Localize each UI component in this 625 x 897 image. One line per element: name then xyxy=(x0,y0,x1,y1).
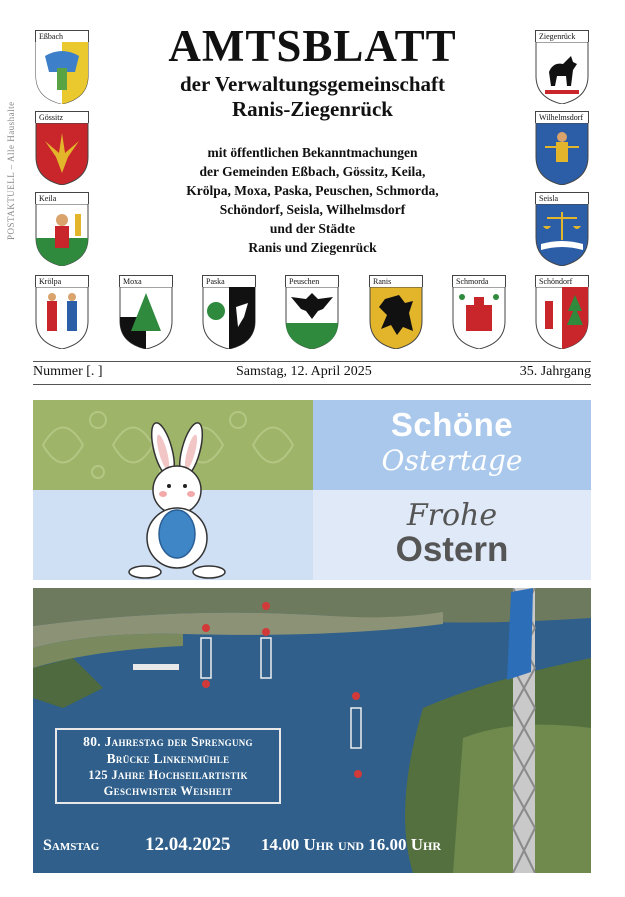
greeting-ostern: Ostern xyxy=(395,530,509,569)
crest-label: Ranis xyxy=(369,275,423,287)
issue-date: Samstag, 12. April 2025 xyxy=(236,364,372,379)
intro-line: Ranis und Ziegenrück xyxy=(248,240,377,255)
crest-label: Seisla xyxy=(535,192,589,204)
seisla-scales-shield-icon xyxy=(535,204,589,266)
easter-panel-pale xyxy=(313,490,591,580)
ziegenrueck-goat-shield-icon xyxy=(535,42,589,104)
greeting-frohe: Frohe xyxy=(406,498,498,533)
crest-label: Wilhelmsdorf xyxy=(535,111,589,123)
crest-kroelpa xyxy=(33,275,91,351)
crest-paska xyxy=(200,275,258,351)
greeting-ostertage: Ostertage xyxy=(381,444,523,477)
paska-shield-icon xyxy=(202,287,256,349)
intro-line: und der Städte xyxy=(269,221,356,236)
event-info-box xyxy=(55,728,281,804)
crest-label: Eßbach xyxy=(35,30,89,42)
masthead xyxy=(130,22,495,122)
intro-text xyxy=(170,143,455,257)
easter-bunny-icon xyxy=(123,420,233,580)
crest-label: Schmorda xyxy=(452,275,506,287)
keila-shield-icon xyxy=(35,204,89,266)
crest-label: Moxa xyxy=(119,275,173,287)
goessitz-shield-icon xyxy=(35,123,89,185)
crest-schmorda xyxy=(450,275,508,351)
event-times: 14.00 Uhr und 16.00 Uhr xyxy=(261,835,442,854)
crest-keila xyxy=(33,192,91,268)
intro-line: der Gemeinden Eßbach, Gössitz, Keila, xyxy=(199,164,426,179)
masthead-region: Ranis-Ziegenrück xyxy=(231,97,393,121)
moxa-tree-shield-icon xyxy=(119,287,173,349)
crest-label: Peuschen xyxy=(285,275,339,287)
crest-label: Ziegenrück xyxy=(535,30,589,42)
event-artistry: 125 Jahre Hochseilartistik xyxy=(88,768,248,782)
event-photo xyxy=(33,588,591,873)
event-title: 80. Jahrestag der Sprengung xyxy=(83,734,253,749)
crest-ranis xyxy=(367,275,425,351)
easter-panel-blue xyxy=(313,400,591,490)
intro-line: Schöndorf, Seisla, Wilhelmsdorf xyxy=(219,202,406,217)
divider xyxy=(33,361,591,362)
ranis-lion-shield-icon xyxy=(369,287,423,349)
event-performers: Geschwister Weisheit xyxy=(103,784,233,798)
crest-label: Keila xyxy=(35,192,89,204)
schmorda-shield-icon xyxy=(452,287,506,349)
crest-label: Schöndorf xyxy=(535,275,589,287)
issue-volume: 35. Jahrgang xyxy=(519,364,591,379)
crest-moxa xyxy=(117,275,175,351)
crest-goessitz xyxy=(33,111,91,187)
crest-essbach xyxy=(33,30,91,106)
event-day: Samstag xyxy=(43,837,100,854)
crest-schoendorf xyxy=(533,275,591,351)
event-date: 12.04.2025 xyxy=(145,834,231,855)
kroelpa-shield-icon xyxy=(35,287,89,349)
event-bridge: Brücke Linkenmühle xyxy=(106,751,230,766)
greeting-schoene: Schöne xyxy=(390,406,514,443)
event-schedule xyxy=(33,834,591,860)
easter-banner xyxy=(33,400,591,580)
schoendorf-shield-icon xyxy=(535,287,589,349)
peuschen-eagle-shield-icon xyxy=(285,287,339,349)
intro-line: mit öffentlichen Bekanntmachungen xyxy=(207,145,418,160)
crest-label: Krölpa xyxy=(35,275,89,287)
intro-line: Krölpa, Moxa, Paska, Peuschen, Schmorda, xyxy=(186,183,439,198)
divider xyxy=(33,384,591,385)
crest-label: Paska xyxy=(202,275,256,287)
masthead-subtitle: der Verwaltungsgemeinschaft xyxy=(179,72,446,96)
crest-wilhelmsdorf xyxy=(533,111,591,187)
distribution-note: POSTAKTUELL – Alle Haushalte xyxy=(6,101,16,240)
page-title: AMTSBLATT xyxy=(168,21,457,71)
crest-label: Gössitz xyxy=(35,111,89,123)
wilhelmsdorf-shield-icon xyxy=(535,123,589,185)
crest-peuschen xyxy=(283,275,341,351)
issue-info xyxy=(33,364,591,382)
issue-number: Nummer [. ] xyxy=(33,364,103,379)
crest-ziegenrueck xyxy=(533,30,591,106)
crest-seisla xyxy=(533,192,591,268)
essbach-shield-icon xyxy=(35,42,89,104)
